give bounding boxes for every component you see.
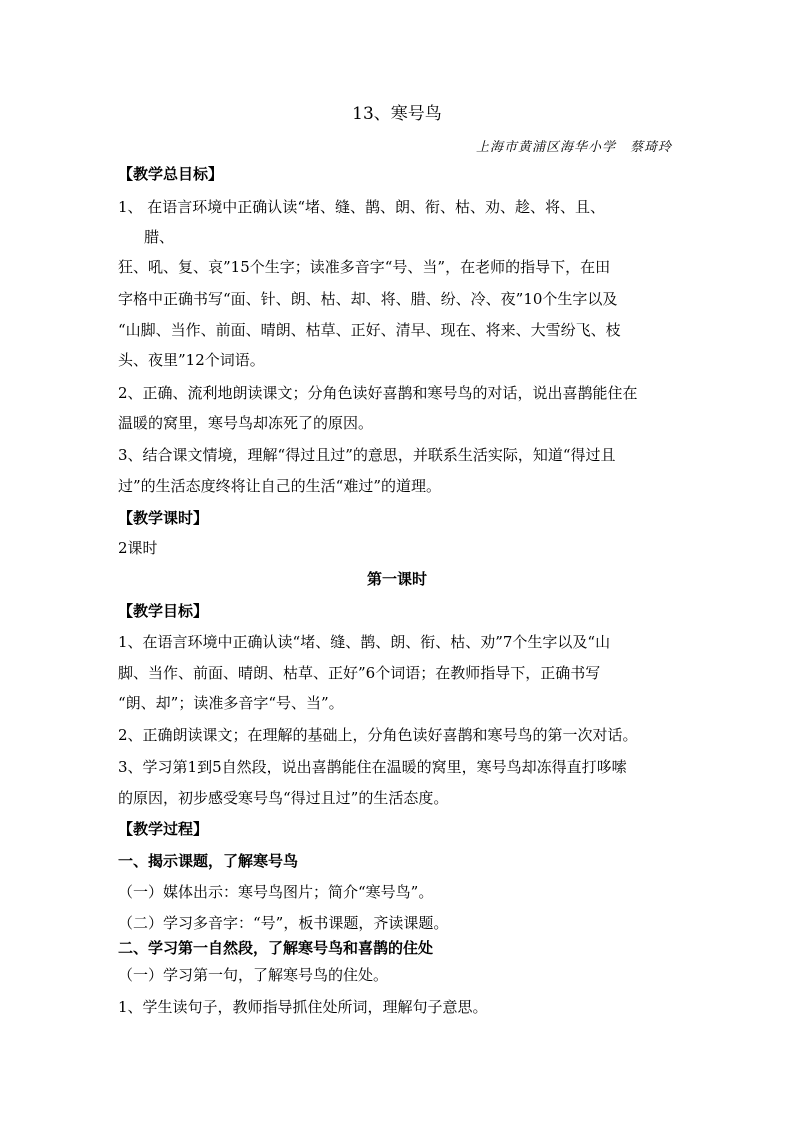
text-line: 的原因，初步感受寒号鸟“得过且过”的生活态度。 (118, 789, 449, 807)
section-heading-process: 【教学过程】 (118, 820, 209, 838)
text-line: 温暖的窝里，寒号鸟却冻死了的原因。 (118, 414, 374, 432)
text-line: 头、夜里”12个词语。 (118, 351, 265, 369)
text-line: 腊、 (144, 228, 175, 246)
text-line: 过”的生活态度终将让自己的生活“难过”的道理。 (118, 477, 442, 495)
section-heading-class-hours: 【教学课时】 (118, 509, 209, 527)
text-line: （二）学习多音字：“号”，板书课题，齐读课题。 (118, 914, 449, 932)
text-line: 字格中正确书写“面、针、朗、枯、却、将、腊、纷、冷、夜”10个生字以及 (118, 290, 618, 308)
text-line: （一）学习第一句，了解寒号鸟的住处。 (118, 966, 389, 984)
text-line: 2、正确、流利地朗读课文；分角色读好喜鹊和寒号鸟的对话，说出喜鹊能住在 (118, 384, 638, 402)
section-heading-overall-goals: 【教学总目标】 (118, 165, 224, 183)
subheading: 一、揭示课题，了解寒号鸟 (118, 852, 299, 870)
text-line: 3、结合课文情境，理解“得过且过”的意思，并联系生活实际，知道“得过且 (118, 446, 616, 464)
text-line: “朗、却”；读准多音字“号、当”。 (118, 694, 344, 712)
lesson-heading: 第一课时 (366, 570, 427, 588)
subheading: 二、学习第一自然段，了解寒号鸟和喜鹊的住处 (118, 939, 434, 957)
text-line: 1、在语言环境中正确认读“堵、缝、鹊、朗、衔、枯、劝”7个生字以及“山 (118, 633, 611, 651)
text-line: 脚、当作、前面、晴朗、枯草、正好”6个词语；在教师指导下，正确书写 (118, 664, 601, 682)
text-line: 狂、吼、复、哀”15个生字；读准多音字“号、当”，在老师的指导下，在田 (118, 258, 611, 276)
text-line: 1、学生读句子，教师指导抓住处所词，理解句子意思。 (118, 998, 488, 1016)
section-heading-goals: 【教学目标】 (118, 602, 209, 620)
doc-title: 13、寒号鸟 (352, 104, 442, 124)
text-line: 2课时 (118, 539, 158, 557)
text-line: 1、 在语言环境中正确认读“堵、缝、鹊、朗、衔、枯、劝、趁、将、且、 (118, 198, 605, 216)
text-line: “山脚、当作、前面、晴朗、枯草、正好、清早、现在、将来、大雪纷飞、枝 (118, 321, 621, 339)
text-line: 3、学习第1到5自然段，说出喜鹊能住在温暖的窝里，寒号鸟却冻得直打哆嗦 (118, 758, 627, 776)
doc-author: 上海市黄浦区海华小学 蔡琦玲 (475, 140, 672, 155)
text-line: 2、正确朗读课文；在理解的基础上，分角色读好喜鹊和寒号鸟的第一次对话。 (118, 726, 638, 744)
text-line: （一）媒体出示：寒号鸟图片；简介“寒号鸟”。 (118, 883, 434, 901)
